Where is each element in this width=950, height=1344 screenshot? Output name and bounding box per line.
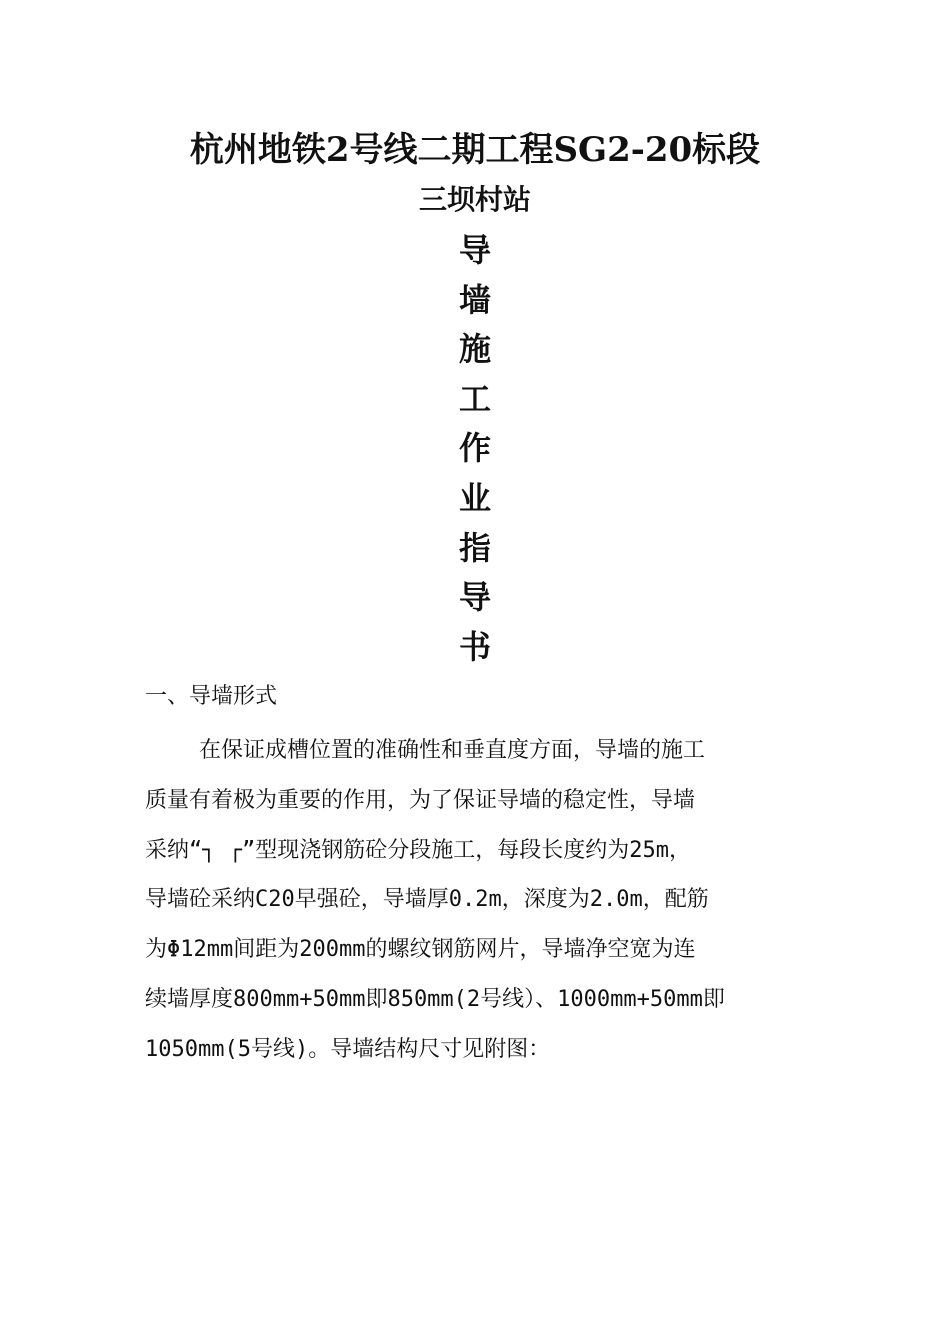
paragraph-line: 导墙砼采纳C20早强砼，导墙厚0.2m，深度为2.0m，配筋 (145, 887, 709, 913)
section-heading: 一、导墙形式 (145, 684, 278, 709)
vertical-title-char: 工 (458, 379, 491, 418)
paragraph-line: 采纳“┐ ┌”型现浇钢筋砼分段施工，每段长度约为25m， (145, 837, 691, 863)
paragraph-line: 在保证成槽位置的准确性和垂直度方面，导墙的施工 (199, 738, 706, 763)
paragraph-line: 质量有着极为重要的作用，为了保证导墙的稳定性，导墙 (145, 787, 696, 813)
vertical-title-char: 导 (458, 231, 491, 269)
vertical-title-char: 指 (458, 528, 491, 567)
vertical-title-char: 作 (458, 429, 491, 468)
vertical-title-char: 导 (458, 578, 491, 617)
document-title: 杭州地铁2号线二期工程SG2-20标段 (189, 130, 761, 170)
paragraph-line: 1050mm(5号线)。导墙结构尺寸见附图： (145, 1036, 551, 1062)
vertical-title-char: 业 (458, 478, 491, 517)
vertical-title-char: 书 (458, 627, 491, 666)
vertical-title (0, 226, 950, 672)
station-subtitle: 三坝村站 (418, 183, 531, 216)
vertical-title-char: 墙 (458, 280, 491, 319)
body-paragraph (145, 726, 810, 1075)
vertical-title-char: 施 (458, 330, 491, 369)
paragraph-line: 为Φ12mm间距为200mm的螺纹钢筋网片，导墙净空宽为连 (145, 937, 696, 963)
paragraph-line: 续墙厚度800mm+50mm即850mm(2号线）、1000mm+50mm即 (145, 986, 725, 1012)
